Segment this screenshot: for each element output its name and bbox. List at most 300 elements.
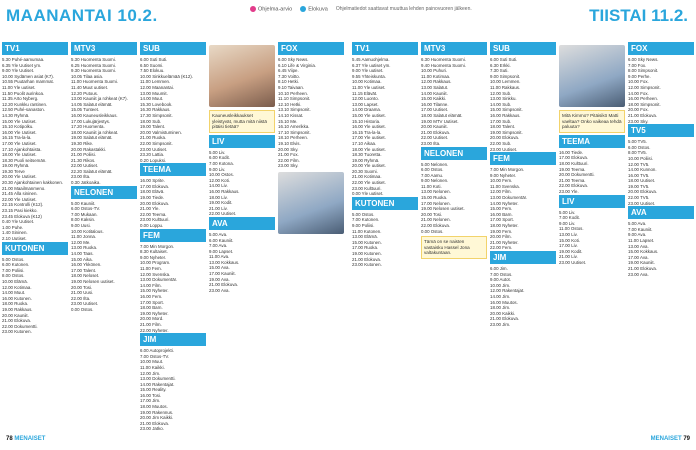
program-entry: 12.00 Luonto. [352, 96, 379, 102]
program-entry: 19.00 Kodit. [559, 248, 583, 254]
program-entry: 8.10 Hetki. [278, 79, 299, 85]
program-entry: 23.00 Kutonen. [2, 329, 32, 335]
program-entry: 19.00 Kauniit. [628, 260, 655, 266]
program-entry: 23.00 Kulttuuri. [140, 217, 170, 223]
program-entry: 21.00 Yle. [140, 206, 160, 212]
program-list [71, 57, 137, 186]
column-right-2 [421, 42, 487, 437]
page-footer [0, 436, 696, 448]
program-entry: 18.00 Nyheter. [490, 223, 519, 229]
movie-dot-icon [300, 6, 306, 12]
left-page-number: 78 [6, 436, 13, 442]
program-entry: 21.00 Elokuva. [140, 420, 170, 426]
channel-header-sub: SUB [490, 42, 556, 55]
program-entry: 11.40 Muut uutiset. [71, 84, 109, 90]
program-entry: 13.00 Salatut. [421, 84, 449, 90]
program-entry: 22.00 Dokumentti. [2, 323, 38, 329]
program-entry: 15.00 Yle Uutiset. [2, 118, 37, 124]
legend-tv: Ohjelma-arvio [250, 6, 292, 12]
program-entry: 11.00 Rakkaus. [490, 84, 521, 90]
legend-note: Ohjelmatiedot saattavat muuttua lehden painovuoren jälkeen. [335, 6, 472, 13]
program-entry: 12.00 TV5. [628, 161, 650, 167]
program-entry: 17.30 Simpsonit. [140, 112, 173, 118]
program-entry: 0.00 Ostos. [421, 228, 444, 234]
program-entry: 15.00 Nyheter. [140, 288, 169, 294]
channel-header-mtv3: MTV3 [71, 42, 137, 55]
program-entry: 16.00 Fem. [140, 293, 163, 299]
program-entry: 7.00 Min Morgon. [490, 167, 525, 173]
program-entry: 11.00 Lemmen. [140, 79, 171, 85]
program-list [490, 266, 556, 328]
program-entry: 14.00 Kunnon. [628, 167, 657, 173]
program-entry: 14.00 Muut. [2, 290, 26, 296]
program-entry: 18.00 Liv. [209, 194, 228, 200]
program-list [278, 57, 344, 169]
program-entry: 11.00 Koti. [421, 183, 442, 189]
program-entry: 20.00 Dokumentti. [559, 172, 595, 178]
program-entry: 9.55 Yhteiskunta. [352, 73, 386, 79]
program-list [140, 244, 206, 334]
program-entry: 6.00 Ostos-TV. [71, 206, 101, 212]
program-entry: 22.00 TV5. [628, 195, 650, 201]
program-entry: 23.00 Sky. [628, 118, 649, 124]
program-entry: 11.35 Arto Nyberg. [2, 96, 39, 102]
program-entry: 23.00 Uutiset. [140, 146, 168, 152]
program-entry: 17.00 Sport. [140, 299, 164, 305]
program-entry: 18.00 Neloset. [71, 273, 100, 279]
program-entry: 0.00 Yle uutiset. [352, 191, 384, 197]
program-entry: 10.55 Puutarhan mammat. [2, 79, 54, 85]
page-header [0, 0, 696, 40]
program-entry: 21.00 Liv. [209, 205, 228, 211]
program-entry: 20.00 Jim Kaikki. [140, 415, 174, 421]
program-entry: 9.00 Ava. [628, 232, 647, 238]
program-entry: 15.00 Reality. [140, 387, 167, 393]
program-entry: 19.00 Fem. [490, 228, 513, 234]
program-entry: 16.00 Tosi. [140, 392, 162, 398]
program-entry: 20.00 Elokuva. [490, 135, 520, 141]
program-entry: 14.30 Ryhmä. [2, 112, 30, 118]
program-entry: 16.00 Sprite. [140, 178, 165, 184]
program-entry: 23.15 Pasi kiekko. [2, 208, 38, 214]
program-entry: 10.00 Ostos. [209, 172, 234, 178]
program-entry: 11.00 Lapset. [628, 238, 655, 244]
program-entry: 9.40 Huomenta Suomi. [421, 62, 466, 68]
channel-header-fem: FEM [490, 152, 556, 165]
program-entry: 0.00 Ostos. [71, 306, 94, 312]
program-entry: 21.00 Poliisi. [71, 152, 96, 158]
program-entry: 11.00 Ava. [209, 254, 230, 260]
program-entry: 10.00 Fem. [490, 178, 513, 184]
program-entry: 9.00 Lapset. [209, 248, 234, 254]
program-entry: 22.00 Yle Uutiset. [2, 196, 37, 202]
program-entry: 19.00 Nyheter. [140, 310, 169, 316]
program-entry: 20.00 Valmistuminen. [140, 129, 182, 135]
program-entry: 22.00 Nyheter. [140, 327, 169, 333]
program-entry: 10.00 Sydämen asiat (K7). [2, 73, 54, 79]
column-right-1 [352, 42, 418, 437]
program-entry: 20.00 Rakastakki. [71, 146, 106, 152]
program-entry: 6.00 Sky News. [628, 57, 659, 62]
program-entry: 18.00 Salatut elämät. [421, 112, 463, 118]
channel-header-kutonen: KUTONEN [352, 197, 418, 210]
program-entry: 5.00 Liv. [209, 149, 226, 155]
program-entry: 15.00 Koti. [559, 237, 580, 243]
program-entry: 6.50 Suomi. [140, 62, 164, 68]
program-entry: 15.00 Yle uutiset. [352, 112, 386, 118]
program-list [140, 348, 206, 432]
program-entry: 0.40 Yle Uutiset. [2, 219, 35, 225]
program-entry: 12.00 Svenska. [140, 271, 171, 277]
program-entry: 16.00 Rakkaus. [490, 112, 521, 118]
channel-header-kutonen: KUTONEN [2, 242, 68, 255]
program-list [2, 257, 68, 335]
program-entry: 14.00 Sub. [490, 101, 512, 107]
program-entry: 15.00 Ava. [209, 265, 230, 271]
program-list [628, 221, 694, 277]
program-entry: 6.00 Sky News. [278, 57, 309, 62]
program-list [421, 162, 487, 235]
program-entry: 13.00 Nelonen. [421, 189, 451, 195]
program-entry: 19.30 Rike. [71, 140, 94, 146]
program-entry: 14.10 Kissat. [278, 112, 304, 118]
program-entry: 16.00 Rakkaus. [209, 188, 240, 194]
column-right-4 [559, 42, 625, 437]
program-entry: 20.30 Ajankohtainen kakkonen. [2, 180, 64, 186]
program-entry: 8.00 Kaksin. [71, 217, 96, 223]
column-left-3 [140, 42, 206, 437]
program-entry: 13.10 Simpsonit. [278, 107, 311, 113]
program-entry: 15.10 Kotipolku. [2, 124, 34, 130]
program-entry: 20.00 Elokuva. [140, 200, 170, 206]
program-entry: 11.00 Yle uutiset. [352, 84, 386, 90]
program-entry: 11.00 Svenska. [490, 183, 520, 189]
program-entry: 19.00 Nelosen uutiset. [421, 206, 465, 212]
program-entry: 7.00 Ostos. [490, 271, 513, 277]
program-entry: 6.30 Erkki. [490, 62, 511, 68]
program-entry: 1.00 Puhe. [2, 224, 24, 230]
program-entry: 5.00 Ava. [628, 221, 647, 227]
program-entry: 21.00 Liv. [559, 254, 578, 260]
program-entry: 20.00 Fox. [628, 107, 649, 113]
program-entry: 20.00 Kauniit. [421, 124, 448, 130]
program-entry: 13.00 Dokumentär. [490, 195, 528, 201]
program-entry: 7.00 Ava. [209, 243, 228, 249]
program-entry: 13.00 Lapset. [352, 101, 379, 107]
program-entry: 19.00 Ryhmä. [352, 157, 380, 163]
column-left-4 [209, 42, 275, 437]
program-entry: 19.00 Ryhmä. [2, 163, 30, 169]
program-entry: 12.20 Kunkku rantinen. [2, 101, 48, 107]
program-entry: 19.30 Terve [2, 168, 25, 174]
program-entry: 10.00 Elämä. [2, 278, 28, 284]
program-entry: 15.00 Kokkaus. [628, 249, 659, 255]
program-entry: 18.00 Jim. [490, 305, 511, 311]
program-entry: 11.15 Elävät. [352, 90, 378, 96]
program-entry: 6.00 Suti Suti. [490, 57, 518, 62]
program-entry: 18.00 Simpsonit. [628, 101, 661, 107]
program-entry: 9.00 Uusi. [71, 223, 91, 229]
program-entry: 6.37 Yle uutiset ym. [352, 62, 391, 68]
program-entry: 21.45 Alla sininen. [2, 191, 38, 197]
program-entry: 5.00 TV5. [628, 139, 647, 145]
program-entry: 10.00 Lemmen. [490, 79, 521, 85]
program-entry: 21.00 Elokuva. [421, 129, 451, 135]
program-entry: 12.00 Koti. [209, 177, 230, 183]
program-entry: 0.30 Jatkoaika. [71, 180, 101, 186]
program-entry: 20.00 Sky. [278, 146, 299, 152]
program-entry: 20.00 Kauniit. [2, 312, 29, 318]
program-entry: 9.00 Simpsonit. [490, 73, 521, 79]
channel-header-ava: AVA [209, 217, 275, 230]
program-list [490, 57, 556, 152]
program-entry: 20.00 Yle uutiset. [352, 163, 386, 169]
program-entry: 21.30 Rikos. [71, 157, 96, 163]
channel-header-teema: TEEMA [140, 163, 206, 176]
program-entry: 1.40 Sininen. [2, 230, 28, 236]
program-entry: 7.00 Min Morgon. [140, 243, 175, 249]
program-entry: 12.00 Jim. [140, 370, 161, 376]
program-entry: 11.00 Kotimaa. [421, 73, 451, 79]
program-entry: 13.00 Kauniit ja rohkeat (K7). [71, 96, 128, 102]
channel-header-nelonen: NELONEN [421, 147, 487, 160]
program-entry: 17.00 Elokuva. [140, 183, 170, 189]
program-entry: 11.00 Jonna. [71, 234, 97, 240]
right-page-number: 79 [683, 436, 690, 442]
program-entry: 7.00 Kodit. [559, 215, 580, 221]
program-entry: 19.00 MTV Uutiset. [421, 118, 459, 124]
program-entry: 7.00 Kotona. [209, 160, 234, 166]
program-entry: 10.10 Perheen. [278, 90, 309, 96]
program-entry: 15.00 Ruoka. [421, 195, 448, 201]
program-entry: 10.05 Tilaa asia. [71, 73, 103, 79]
program-entry: 21.00 Nelonen. [421, 217, 451, 223]
program-entry: 9.00 Nelonen. [421, 178, 449, 184]
program-entry: 16.00 TV5. [628, 172, 650, 178]
program-entry: 20.00 Elokuva. [628, 189, 658, 195]
program-entry: 17.00 Yle uutiset. [352, 135, 386, 141]
program-entry: 8.00 TV5. [628, 150, 647, 156]
left-page [2, 42, 344, 437]
program-entry: 6.35 Yle Uutiset ym. [2, 62, 42, 68]
program-list [140, 178, 206, 228]
program-entry: 20.00 Tosi. [71, 284, 93, 290]
program-entry: 21.00 Film. [140, 321, 162, 327]
program-entry: 7.00 Poliisi. [2, 267, 25, 273]
program-entry: 17.00 Ruoka. [352, 245, 379, 251]
program-list [490, 167, 556, 251]
program-entry: 23.00 Kutonen. [352, 262, 382, 268]
program-entry: 21.00 Uusi. [71, 290, 94, 296]
program-entry: 7.30 Voitto. [278, 73, 300, 79]
program-entry: 13.00 Ava. [628, 243, 649, 249]
program-entry: 21.00 Nyheter. [490, 239, 519, 245]
program-entry: 17.00 Uutiset. [421, 107, 449, 113]
program-entry: 13.00 Sinkku. [490, 96, 517, 102]
program-entry: 9.00 Poliisi. [352, 223, 375, 229]
program-entry: 17.00 Sport. [490, 217, 514, 223]
program-callout: Kauneusleikkaukset yleistyvät, mutta mitä niistä pitäisi tietää? [209, 110, 275, 133]
program-entry: 23.00 Ava. [628, 271, 649, 277]
program-entry: 7.00 Aamu. [421, 172, 444, 178]
left-publication: MENAISET [14, 436, 46, 442]
program-entry: 23.00 Yle. [559, 188, 579, 194]
program-list [2, 57, 68, 242]
program-entry: 2.10 Uutiset. [2, 236, 27, 241]
program-entry: 22.00 Sub. [490, 140, 512, 146]
program-entry: 17.00 Talent. [71, 267, 97, 273]
program-entry: 7.00 Kutonen. [352, 217, 380, 223]
program-entry: 10.00 Kotimaa. [352, 79, 382, 85]
program-entry: 6.00 Ostos. [628, 144, 651, 150]
program-entry: 23.45 Elokuva (K12) [2, 213, 42, 219]
right-publication: MENAISET [650, 436, 682, 442]
program-entry: 10.00 Jim. [490, 282, 511, 288]
program-entry: 15.00 Fem. [490, 206, 513, 212]
program-entry: 10.00 Puhuri. [421, 68, 448, 74]
program-entry: 22.00 Simpsonit. [140, 140, 173, 146]
program-entry: 11.00 Yle uutiset. [2, 84, 36, 90]
program-entry: 23.00 Jim. [490, 321, 511, 327]
program-entry: 15.00 Kaikki. [421, 96, 447, 102]
program-entry: 23.00 Ava. [209, 287, 230, 293]
program-entry: 17.00 Liv. [559, 243, 578, 249]
legend [250, 6, 472, 12]
program-entry: 16.10 Amerikka. [278, 124, 310, 130]
program-entry: 23.00 Sky. [278, 163, 299, 169]
program-entry: 0.00 Loppu. [140, 223, 164, 229]
program-entry: 15.00 Simpsonit. [490, 107, 523, 113]
program-list [209, 150, 275, 217]
program-callout: Mitä Kimmo? Pitäisikö Matti vaeltaa? Onko vaikeaa tehdä paluuta? [559, 110, 625, 133]
program-entry: 20.00 Yle Uutiset. [2, 174, 37, 180]
left-footer [6, 436, 45, 442]
program-photo [209, 45, 275, 107]
column-right-3 [490, 42, 556, 437]
tv-listing-spread [0, 42, 696, 437]
program-entry: 6.00 Suti Suti. [140, 57, 168, 62]
program-entry: 18.00 Muutos. [140, 404, 168, 410]
program-entry: 19.00 Kodit. [209, 200, 233, 206]
program-entry: 8.00 Ostos. [2, 273, 25, 279]
program-entry: 22.00 Film. [278, 157, 300, 163]
program-entry: 21.00 Elokuva. [490, 316, 520, 322]
program-entry: 20.00 Tosi. [421, 211, 443, 217]
left-day-title: MAANANTAI 10.2. [6, 6, 158, 25]
program-entry: 6.45 Viipe. [278, 68, 299, 74]
program-entry: 6.00 Kauniit. [209, 237, 234, 243]
program-list [628, 57, 694, 124]
program-list [71, 201, 137, 313]
program-entry: 22.00 Uutiset. [421, 135, 449, 141]
program-entry: 9.00 Nyheter. [140, 254, 167, 260]
program-entry: 10.00 Program. [140, 260, 171, 266]
program-entry: 6.00 Ostos. [421, 167, 444, 173]
program-entry: 8.30 Kultaiset. [140, 249, 168, 255]
column-left-2 [71, 42, 137, 437]
program-entry: 17.10 Aikaa. [352, 140, 377, 146]
program-entry: 16.00 Ykkönen. [71, 262, 102, 268]
program-entry: 16.00 Barn. [490, 211, 513, 217]
program-entry: 13.00 Liv. [559, 231, 578, 237]
program-entry: 11.00 Huomenta Suomi. [71, 79, 119, 85]
program-entry: 15.10 Me. [278, 118, 298, 124]
program-entry: 11.00 Ostos. [559, 226, 584, 232]
program-entry: 14.00 Fox. [628, 90, 649, 96]
program-entry: 7.00 Mukaan. [71, 211, 98, 217]
program-entry: 16.00 Kauneusleikkaus. [71, 112, 118, 118]
program-entry: 9.10 Taivaan. [278, 84, 305, 90]
program-entry: 17.00 Yle Uutiset. [2, 140, 37, 146]
program-list [628, 139, 694, 206]
program-entry: 7.00 Ostos-TV. [140, 353, 170, 359]
program-entry: 21.00 Kotimaa. [352, 174, 382, 180]
program-entry: 14.00 Rakentajat. [140, 381, 175, 387]
program-entry: 18.00 Yle Uutiset. [2, 152, 37, 158]
channel-header-fox: FOX [278, 42, 344, 55]
program-entry: 19.00 Ava. [209, 276, 230, 282]
program-entry: 6.00 Kodit. [209, 155, 230, 161]
program-entry: 9.00 Yle Uutiset. [2, 68, 35, 74]
legend-movie: Elokuva [300, 6, 328, 12]
program-entry: 17.10 Ajankohtaista. [2, 146, 42, 152]
program-entry: 14.00 Muut. [140, 96, 164, 102]
program-entry: 12.00 Rakentajat. [490, 288, 525, 294]
channel-header-tv1: TV1 [352, 42, 418, 55]
program-entry: 9.00 Nyheter. [490, 172, 517, 178]
program-entry: 12.00 Me. [71, 239, 91, 245]
program-entry: 19.00 Kutonen. [352, 251, 382, 256]
program-entry: 9.00 Liv. [209, 166, 226, 172]
program-entry: 23.00 Uutiset. [71, 301, 99, 307]
program-entry: 11.00 Kutonen. [352, 228, 382, 234]
program-entry: 20.00 Kaikki. [490, 310, 516, 316]
program-entry: 0.20 Lopuksi. [140, 157, 167, 163]
channel-header-nelonen: NELONEN [71, 186, 137, 199]
program-entry: 7.50 Elokuu. [140, 68, 165, 74]
program-entry: 5.30 Huomenta Suomi. [71, 57, 116, 62]
program-entry: 10.00 Poliisi. [628, 155, 653, 161]
program-entry: 19.00 TV5. [628, 183, 650, 189]
program-entry: 23.00 Uutiset. [559, 259, 587, 265]
program-entry: 21.00 Fox. [278, 152, 299, 158]
program-entry: 13.00 Muumit. [140, 90, 168, 96]
program-entry: 22.00 Elokuva. [421, 223, 451, 229]
program-entry: 22.00 Fem. [490, 245, 513, 251]
program-entry: 14.00 Kauniit. [421, 90, 448, 96]
right-page [352, 42, 694, 437]
channel-header-sub: SUB [140, 42, 206, 55]
program-entry: 5.00 Ostos. [352, 211, 375, 217]
program-entry: 16.00 Tiede. [559, 149, 584, 155]
program-entry: 17.00 Elokuva. [559, 155, 589, 161]
program-entry: 11.50 Puolit aurinkoa. [2, 90, 45, 96]
channel-header-liv: LIV [559, 195, 625, 208]
program-entry: 15.30 Lovebook. [140, 101, 173, 107]
program-entry: 14.00 Film. [140, 282, 162, 288]
program-entry: 18.00 Elävä. [140, 189, 165, 195]
program-entry: 12.00 Kotimaa. [2, 284, 32, 290]
program-entry: 14.00 Taas. [71, 251, 94, 256]
program-entry: 18.00 Ruoka. [2, 301, 29, 307]
program-entry: 22.00 Uutiset. [209, 211, 237, 217]
program-entry: 12.20 Putous. [71, 90, 99, 96]
program-entry: 13.00 Ruoka. [71, 245, 98, 251]
program-photo [278, 172, 344, 234]
program-entry: 16.00 Perheen. [628, 96, 659, 102]
program-entry: 18.30 Puoli seitsemän. [2, 157, 47, 163]
program-entry: 17.00 Nelonen. [421, 200, 451, 206]
